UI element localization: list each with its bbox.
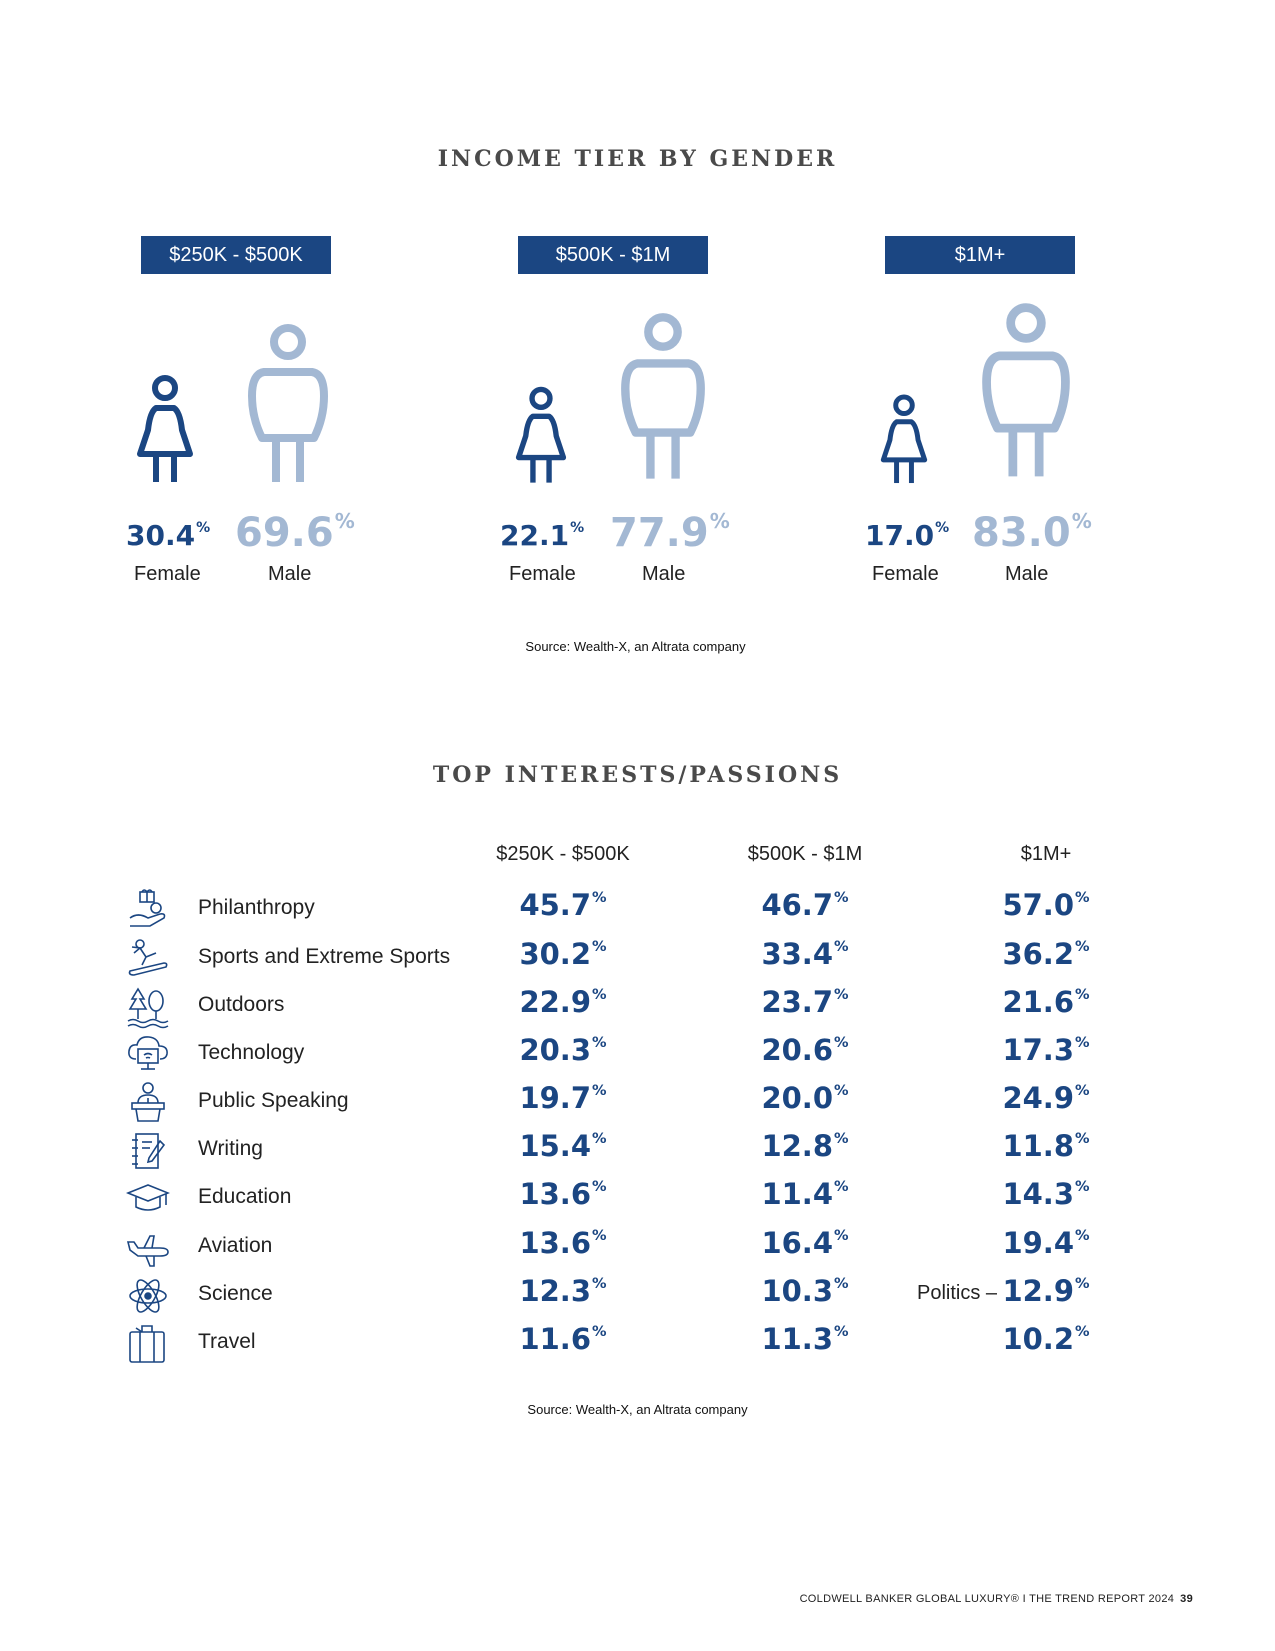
- interest-row-writing: [0, 1129, 1275, 1179]
- interest-name: Sports and Extreme Sports: [198, 945, 451, 968]
- interest-name: Technology: [198, 1041, 305, 1064]
- female-label: Female: [134, 563, 201, 585]
- interest-value: 11.8%: [1002, 1129, 1090, 1163]
- interest-value: 17.3%: [1002, 1033, 1090, 1067]
- interest-value: 30.2%: [519, 937, 607, 971]
- male-label: Male: [1005, 563, 1049, 585]
- male-label: Male: [268, 563, 312, 585]
- interest-value: 20.3%: [519, 1033, 607, 1067]
- interest-value: 46.7%: [761, 888, 849, 922]
- male-pct-1m: 83.0%: [972, 509, 1092, 556]
- interest-name: Writing: [198, 1137, 263, 1160]
- income-tier-title: INCOME TIER BY GENDER: [437, 146, 838, 172]
- outdoors-icon: [126, 985, 170, 1029]
- interest-name: Outdoors: [198, 993, 285, 1016]
- female-figure-icon: [510, 384, 572, 488]
- politics-label: Politics –: [917, 1282, 998, 1304]
- interest-value: 24.9%: [1002, 1081, 1090, 1115]
- male-figure-icon: [980, 296, 1072, 488]
- interest-name: Public Speaking: [198, 1089, 349, 1112]
- interest-value: 11.4%: [761, 1177, 849, 1211]
- interest-value: 33.4%: [761, 937, 849, 971]
- interest-value: 23.7%: [761, 985, 849, 1019]
- female-pct-1m: 17.0%: [865, 519, 950, 552]
- male-figure-icon: [246, 322, 330, 488]
- interest-row-travel: [0, 1322, 1275, 1372]
- interest-value: 11.3%: [761, 1322, 849, 1356]
- interest-name: Philanthropy: [198, 896, 315, 919]
- interest-value: 12.3%: [519, 1274, 607, 1308]
- philanthropy-icon: [126, 888, 170, 932]
- interest-value: 12.8%: [761, 1129, 849, 1163]
- page-footer: COLDWELL BANKER GLOBAL LUXURY® I THE TREND REPORT 2024 39: [799, 1593, 1193, 1605]
- column-header-1m-plus: $1M+: [1020, 843, 1072, 865]
- female-figure-icon: [876, 392, 932, 488]
- interest-row-outdoors: [0, 985, 1275, 1035]
- interest-row-aviation: [0, 1226, 1275, 1276]
- male-label: Male: [642, 563, 686, 585]
- female-label: Female: [509, 563, 576, 585]
- interest-value: 13.6%: [519, 1226, 607, 1260]
- interest-name: Science: [198, 1282, 273, 1305]
- public-speaking-icon: [126, 1081, 170, 1125]
- interest-value: 57.0%: [1002, 888, 1090, 922]
- aviation-icon: [126, 1226, 170, 1270]
- interest-value: 21.6%: [1002, 985, 1090, 1019]
- interest-name: Aviation: [198, 1234, 273, 1257]
- interest-value: 20.0%: [761, 1081, 849, 1115]
- interest-value: 11.6%: [519, 1322, 607, 1356]
- interest-row-science: [0, 1274, 1275, 1324]
- female-pct-250k: 30.4%: [126, 519, 211, 552]
- technology-icon: [126, 1033, 170, 1077]
- interest-value: 10.2%: [1002, 1322, 1090, 1356]
- interests-source: Source: Wealth-X, an Altrata company: [527, 1402, 748, 1417]
- male-pct-500k: 77.9%: [610, 509, 730, 556]
- tier-label-250k-500k: $250K - $500K: [141, 236, 331, 274]
- female-figure-icon: [132, 372, 198, 488]
- interest-value: 10.3%: [761, 1274, 849, 1308]
- interest-value: 14.3%: [1002, 1177, 1090, 1211]
- interest-value: 19.4%: [1002, 1226, 1090, 1260]
- writing-icon: [126, 1129, 170, 1173]
- interest-name: Travel: [198, 1330, 256, 1353]
- interest-value: 19.7%: [519, 1081, 607, 1115]
- interest-row-technology: [0, 1033, 1275, 1083]
- tier-label-1m-plus: $1M+: [885, 236, 1075, 274]
- interest-value: 20.6%: [761, 1033, 849, 1067]
- female-label: Female: [872, 563, 939, 585]
- male-pct-250k: 69.6%: [235, 509, 355, 556]
- gender-source: Source: Wealth-X, an Altrata company: [525, 639, 746, 654]
- column-header-500k-1m: $500K - $1M: [747, 843, 863, 865]
- interest-value: 22.9%: [519, 985, 607, 1019]
- education-icon: [126, 1177, 170, 1221]
- interest-row-philanthropy: [0, 888, 1275, 938]
- column-header-250k-500k: $250K - $500K: [496, 843, 630, 865]
- travel-icon: [126, 1322, 170, 1366]
- interests-title: TOP INTERESTS/PASSIONS: [432, 762, 843, 788]
- interest-row-public-speaking: [0, 1081, 1275, 1131]
- interest-row-education: [0, 1177, 1275, 1227]
- interest-value: 12.9%: [1002, 1274, 1090, 1308]
- science-icon: [126, 1274, 170, 1318]
- interest-row-sports: [0, 937, 1275, 987]
- interest-value: 16.4%: [761, 1226, 849, 1260]
- sports-icon: [126, 937, 170, 981]
- interest-value: 36.2%: [1002, 937, 1090, 971]
- interest-value: 45.7%: [519, 888, 607, 922]
- male-figure-icon: [619, 308, 707, 488]
- interest-value: 13.6%: [519, 1177, 607, 1211]
- page-number: 39: [1180, 1593, 1193, 1605]
- interest-value: 15.4%: [519, 1129, 607, 1163]
- tier-label-500k-1m: $500K - $1M: [518, 236, 708, 274]
- female-pct-500k: 22.1%: [500, 519, 585, 552]
- interest-name: Education: [198, 1185, 292, 1208]
